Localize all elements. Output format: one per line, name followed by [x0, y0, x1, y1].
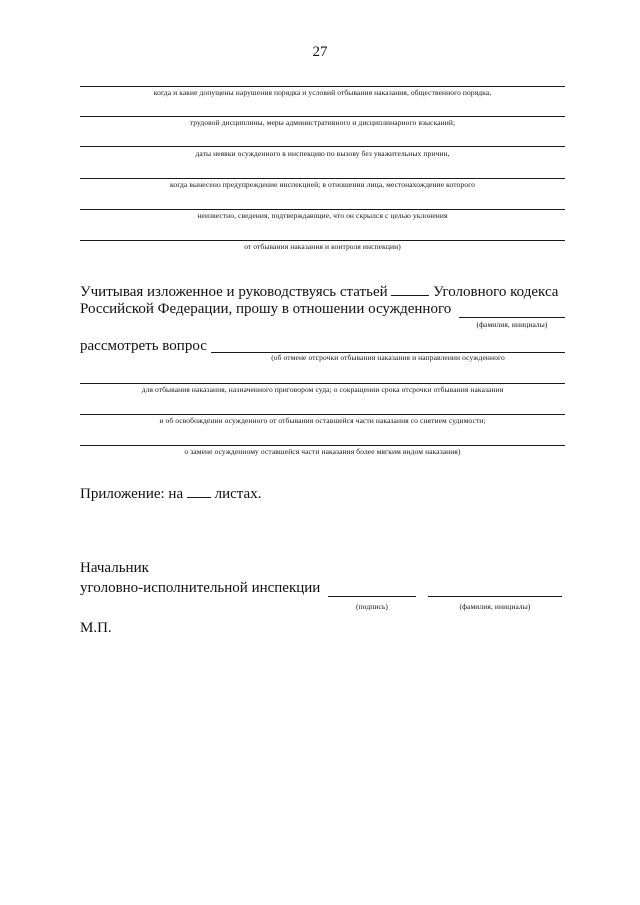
signer-title-line-1: Начальник: [80, 560, 149, 576]
blank-line: [80, 414, 565, 415]
article-number-field[interactable]: [391, 282, 429, 296]
field-caption: когда вынесено предупреждение инспекцией; в отношении лица, местонахождение которого: [170, 180, 475, 189]
signer-name-field[interactable]: [428, 596, 562, 597]
question-caption: для отбывания наказания, назначенного приговором суда; о сокращении срока отсрочки отбывания наказания: [141, 385, 504, 394]
field-caption: даты неявки осужденного в инспекцию по вызову без уважительных причин,: [195, 149, 450, 158]
blank-line: [80, 445, 565, 446]
blank-line: [80, 209, 565, 210]
petition-line-3: рассмотреть вопрос: [80, 338, 207, 354]
petition-line-2: Российской Федерации, прошу в отношении осужденного: [80, 301, 452, 317]
signature-caption: (подпись): [355, 602, 389, 611]
field-caption: когда и какие допущены нарушения порядка и условий отбывания наказания, общественного порядка,: [153, 88, 492, 97]
convict-name-field[interactable]: [459, 317, 565, 318]
blank-line: [80, 240, 565, 241]
petition-text-end: Уголовного кодекса: [433, 284, 559, 300]
question-caption: о замене осужденному оставшейся части наказания более мягким видом наказания): [184, 447, 461, 456]
blank-line: [80, 86, 565, 87]
blank-line: [80, 178, 565, 179]
name-caption: (фамилия, инициалы): [476, 320, 548, 329]
question-caption: и об освобождении осужденного от отбывания оставшейся части наказания со снятием судимости;: [159, 416, 486, 425]
blank-line: [80, 146, 565, 147]
blank-line: [80, 383, 565, 384]
attachment-prefix: Приложение: на: [80, 486, 184, 502]
petition-text-start: Учитывая изложенное и руководствуясь статьей: [80, 284, 388, 300]
question-caption: (об отмене отсрочки отбывания наказания и направлении осужденного: [271, 353, 505, 362]
blank-line: [80, 116, 565, 117]
field-caption: неизвестно, сведения, подтверждающие, что он скрылся с целью уклонения: [197, 211, 448, 220]
signer-name-caption: (фамилия, инициалы): [459, 602, 531, 611]
attachment-suffix: листах.: [214, 486, 262, 502]
page-number: 27: [312, 44, 328, 60]
petition-line-1: [80, 282, 558, 301]
signer-title-line-2: уголовно-исполнительной инспекции: [80, 580, 321, 596]
field-caption: от отбывания наказания и контроля инспекции): [244, 242, 401, 251]
stamp-label: М.П.: [80, 620, 112, 636]
field-caption: трудовой дисциплины, меры административного и дисциплинарного взысканий;: [189, 118, 456, 127]
signature-field[interactable]: [328, 596, 416, 597]
sheet-count-field[interactable]: [187, 484, 211, 498]
attachment-line: [80, 484, 261, 503]
